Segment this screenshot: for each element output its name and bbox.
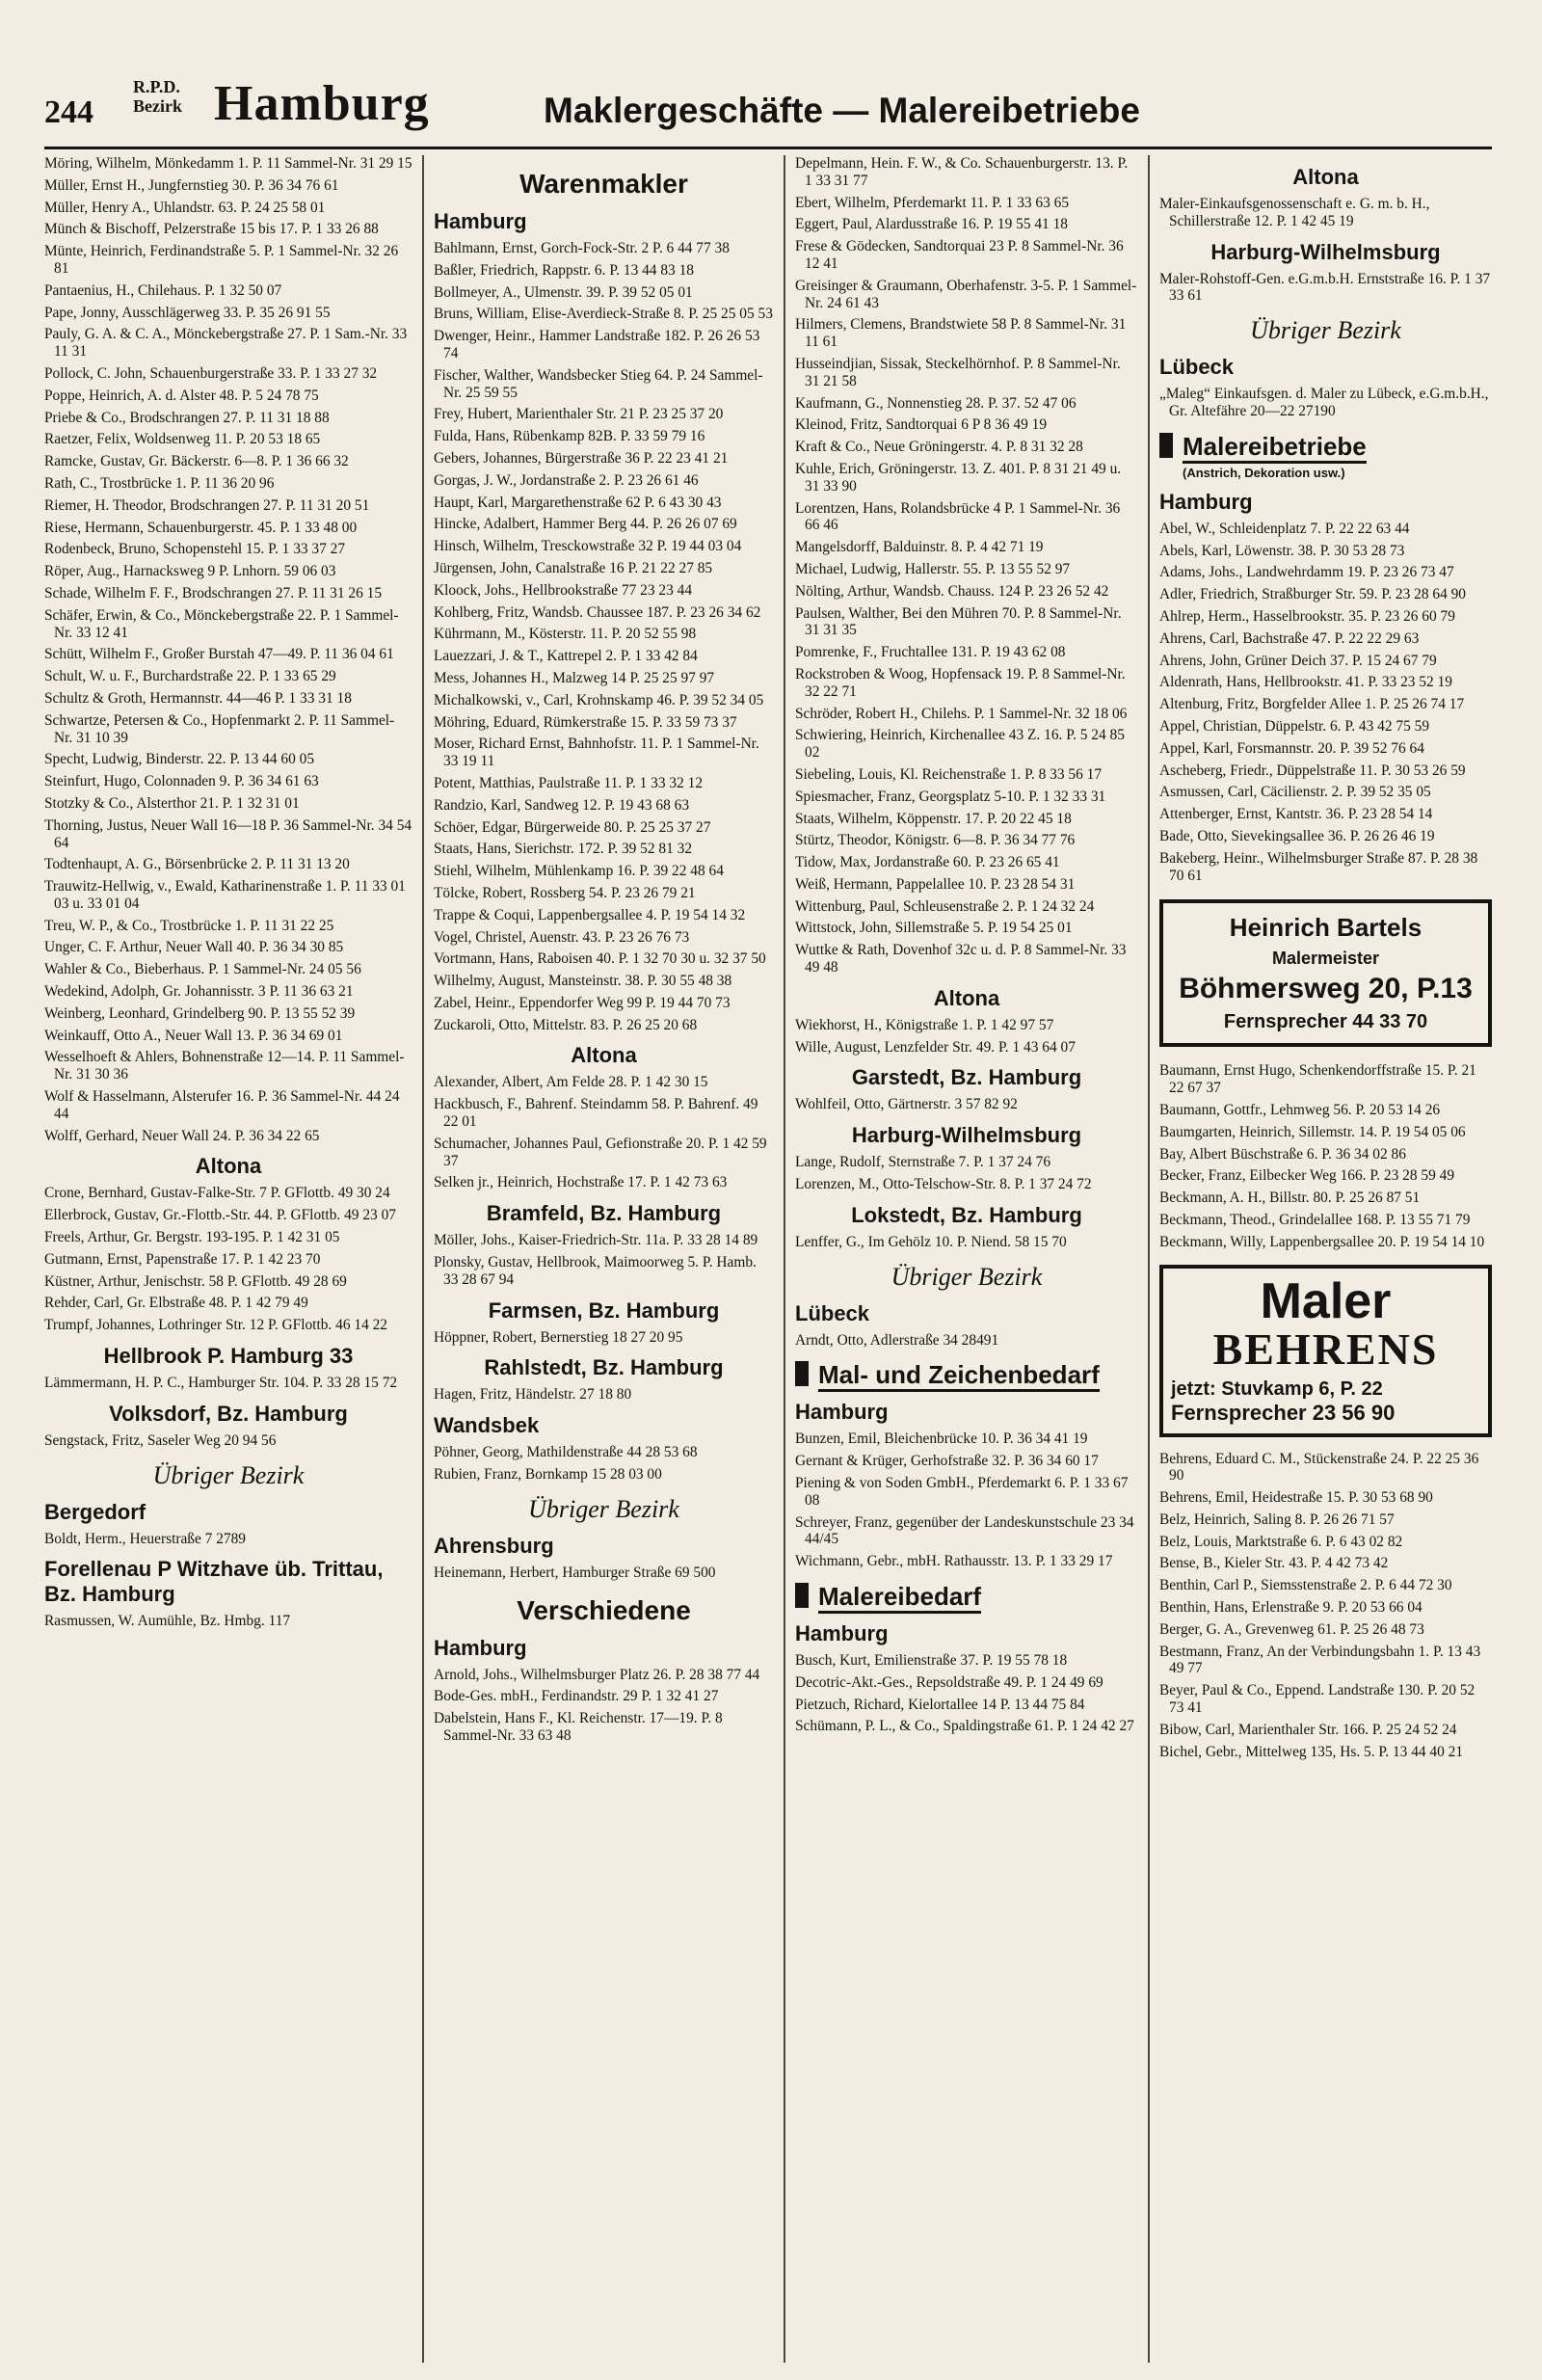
directory-entry: Appel, Karl, Forsmannstr. 20. P. 39 52 76 64 [1159, 739, 1424, 757]
directory-entry: Schröder, Robert H., Chilehs. P. 1 Sammel-Nr. 32 18 06 [795, 705, 1128, 722]
directory-entry: Moser, Richard Ernst, Bahnhofstr. 11. P. 1 Sammel-Nr. 33 19 11 [434, 735, 759, 770]
directory-entry: Potent, Matthias, Paulstraße 11. P. 1 33 32 12 [434, 774, 704, 791]
directory-entry: Tölcke, Robert, Rossberg 54. P. 23 26 79 21 [434, 884, 696, 901]
directory-entry: Kaufmann, G., Nonnenstieg 28. P. 37. 52 47 06 [795, 394, 1077, 412]
directory-entry: Riese, Hermann, Schauenburgerstr. 45. P. 1 33 48 00 [44, 519, 358, 536]
directory-entry: Freels, Arthur, Gr. Bergstr. 193-195. P. 1 42 31 05 [44, 1229, 340, 1246]
directory-entry: Appel, Christian, Düppelstr. 6. P. 43 42 75 59 [1159, 717, 1430, 735]
entry-list [434, 1386, 774, 1404]
directory-entry: Rodenbeck, Bruno, Schopenstehl 15. P. 1 33 37 27 [44, 541, 346, 558]
directory-entry: Bunzen, Emil, Bleichenbrücke 10. P. 36 34 41 19 [795, 1431, 1088, 1448]
entry-list [434, 1074, 774, 1191]
directory-entry: Ahrens, John, Grüner Deich 37. P. 15 24 67 79 [1159, 652, 1437, 669]
directory-entry: Beckmann, A. H., Billstr. 80. P. 25 26 87 51 [1159, 1190, 1421, 1207]
directory-entry: Kleinod, Fritz, Sandtorquai 6 P 8 36 49 19 [795, 416, 1048, 434]
directory-entry: Benthin, Hans, Erlenstraße 9. P. 20 53 66 04 [1159, 1599, 1422, 1617]
entry-list [434, 1667, 774, 1745]
entry-list [795, 1234, 1138, 1251]
heading-malereibetriebe: Malereibetriebe [1159, 432, 1492, 462]
directory-entry: Asmussen, Carl, Cäcilienstr. 2. P. 39 52 35 05 [1159, 784, 1431, 801]
directory-entry: Jürgensen, John, Canalstraße 16 P. 21 22 27 85 [434, 559, 713, 576]
heading-verschiedene: Verschiedene [517, 1594, 691, 1625]
directory-entry: Beckmann, Theod., Grindelallee 168. P. 13 55 71 79 [1159, 1211, 1471, 1228]
directory-entry: Weiß, Hermann, Pappelallee 10. P. 23 28 54 31 [795, 875, 1076, 893]
directory-entry: Münch & Bischoff, Pelzerstraße 15 bis 17. P. 1 33 26 88 [44, 221, 379, 238]
directory-entry: Möring, Wilhelm, Mönkedamm 1. P. 11 Sammel-Nr. 31 29 15 [44, 155, 412, 172]
entry-list [44, 155, 412, 1144]
directory-entry: Kraft & Co., Neue Gröningerstr. 4. P. 8 31 32 28 [795, 439, 1083, 456]
directory-entry: Plonsky, Gustav, Hellbrook, Maimoorweg 5. P. Hamb. 33 28 67 94 [434, 1254, 757, 1288]
entry-list [44, 1185, 412, 1334]
heading-rahlstedt: Rahlstedt, Bz. Hamburg [484, 1355, 724, 1380]
heading-harburg: Harburg-Wilhelmsburg [1210, 239, 1441, 264]
district-label: R.P.D. Bezirk [133, 77, 182, 116]
directory-entry: Altenburg, Fritz, Borgfelder Allee 1. P. 25 26 74 17 [1159, 696, 1465, 713]
directory-entry: Pantaenius, H., Chilehaus. P. 1 32 50 07 [44, 281, 282, 299]
directory-entry: Nölting, Arthur, Wandsb. Chauss. 124 P. 23 26 52 42 [795, 582, 1109, 600]
entry-list [1159, 1062, 1492, 1250]
directory-entry: Röper, Aug., Harnacksweg 9 P. Lnhorn. 59 06 03 [44, 563, 336, 580]
heading-wandsbek: Wandsbek [434, 1413, 540, 1438]
entry-list [44, 1375, 412, 1392]
directory-entry: Baumann, Ernst Hugo, Schenkendorffstraße 15. P. 21 22 67 37 [1159, 1062, 1476, 1097]
heading-uebriger-bezirk: Übriger Bezirk [528, 1494, 679, 1523]
directory-entry: Bense, B., Kieler Str. 43. P. 4 42 73 42 [1159, 1555, 1389, 1572]
directory-entry: Ahrens, Carl, Bachstraße 47. P. 22 22 29 63 [1159, 629, 1420, 647]
directory-entry: Trauwitz-Hellwig, v., Ewald, Katharinenstraße 1. P. 11 33 01 03 u. 33 01 04 [44, 878, 406, 912]
directory-entry: Fischer, Walther, Wandsbecker Stieg 64. P. 24 Sammel-Nr. 25 59 55 [434, 366, 763, 401]
heading-uebriger-bezirk: Übriger Bezirk [152, 1460, 305, 1489]
directory-entry: Lauezzari, J. & T., Kattrepel 2. P. 1 33 42 84 [434, 648, 698, 665]
directory-entry: Baßler, Friedrich, Rappstr. 6. P. 13 44 83 18 [434, 261, 694, 279]
entry-list [1159, 1451, 1492, 1761]
directory-entry: Aldenrath, Hans, Hellbrookstr. 41. P. 33 23 52 19 [1159, 674, 1452, 691]
entry-list [44, 1432, 412, 1450]
directory-entry: Stotzky & Co., Alsterthor 21. P. 1 32 31 01 [44, 794, 300, 812]
heading-uebriger-bezirk: Übriger Bezirk [1250, 316, 1401, 345]
directory-entry: Rasmussen, W. Aumühle, Bz. Hmbg. 117 [44, 1613, 291, 1630]
directory-entry: Pauly, G. A. & C. A., Mönckebergstraße 27. P. 1 Sam.-Nr. 33 11 31 [44, 326, 408, 361]
directory-entry: Münte, Heinrich, Ferdinandstraße 5. P. 1 Sammel-Nr. 32 26 81 [44, 243, 399, 277]
directory-entry: Schreyer, Franz, gegenüber der Landeskunstschule 23 34 44/45 [795, 1513, 1134, 1548]
heading-altona: Altona [571, 1043, 637, 1068]
entry-list [795, 1652, 1138, 1735]
directory-entry: Mess, Johannes H., Malzweg 14 P. 25 25 97 97 [434, 669, 715, 686]
column-2 [424, 155, 785, 2363]
directory-entry: Wuttke & Rath, Dovenhof 32c u. d. P. 8 Sammel-Nr. 33 49 48 [795, 942, 1127, 976]
directory-entry: Schult, W. u. F., Burchardstraße 22. P. 1 33 65 29 [44, 668, 336, 685]
directory-entry: Wiekhorst, H., Königstraße 1. P. 1 42 97 57 [795, 1016, 1054, 1033]
directory-entry: Bollmeyer, A., Ulmenstr. 39. P. 39 52 05 01 [434, 283, 693, 301]
directory-entry: Raetzer, Felix, Woldsenweg 11. P. 20 53 18 65 [44, 431, 321, 448]
heading-hellbrook: Hellbrook P. Hamburg 33 [103, 1344, 354, 1369]
directory-entry: Schütt, Wilhelm F., Großer Burstah 47—49. P. 11 36 04 61 [44, 646, 394, 663]
directory-entry: Spiesmacher, Franz, Georgsplatz 5-10. P. 1 32 33 31 [795, 788, 1106, 805]
directory-entry: Lämmermann, H. P. C., Hamburger Str. 104. P. 33 28 15 72 [44, 1375, 398, 1392]
directory-entry: Lange, Rudolf, Sternstraße 7. P. 1 37 24 76 [795, 1154, 1051, 1171]
ad-subtitle: Malermeister [1271, 949, 1380, 969]
ad-address: Böhmersweg 20, P.13 [1179, 973, 1473, 1005]
heading-hamburg: Hamburg [795, 1400, 889, 1425]
directory-entry: Mangelsdorff, Balduinstr. 8. P. 4 42 71 19 [795, 539, 1044, 556]
directory-entry: Wedekind, Adolph, Gr. Johannisstr. 3 P. 11 36 63 21 [44, 983, 354, 1001]
directory-entry: Kührmann, M., Kösterstr. 11. P. 20 52 55 98 [434, 626, 697, 643]
directory-entry: Bruns, William, Elise-Averdieck-Straße 8. P. 25 25 05 53 [434, 306, 773, 323]
directory-entry: Müller, Ernst H., Jungfernstieg 30. P. 36 34 76 61 [44, 176, 339, 194]
directory-entry: Zuckaroli, Otto, Mittelstr. 83. P. 26 25 20 68 [434, 1016, 698, 1033]
heading-ahrensburg: Ahrensburg [434, 1533, 554, 1558]
heading-luebeck: Lübeck [1159, 355, 1235, 380]
directory-entry: Ahlrep, Herm., Hasselbrookstr. 35. P. 23 26 60 79 [1159, 607, 1455, 625]
columns [44, 155, 1492, 2363]
directory-entry: Treu, W. P., & Co., Trostbrücke 1. P. 11 31 22 25 [44, 917, 334, 934]
ad-name: Heinrich Bartels [1229, 913, 1422, 943]
heading-luebeck: Lübeck [795, 1300, 870, 1325]
ad-phone: Fernsprecher 44 33 70 [1223, 1011, 1428, 1033]
directory-entry: Bakeberg, Heinr., Wilhelmsburger Straße 87. P. 28 38 70 61 [1159, 849, 1478, 884]
directory-entry: Wolff, Gerhard, Neuer Wall 24. P. 36 34 22 65 [44, 1127, 320, 1144]
entry-list [1159, 196, 1492, 230]
directory-entry: Crone, Bernhard, Gustav-Falke-Str. 7 P. GFlottb. 49 30 24 [44, 1185, 390, 1202]
directory-entry: Piening & von Soden GmbH., Pferdemarkt 6. P. 1 33 67 08 [795, 1475, 1129, 1509]
directory-entry: Staats, Wilhelm, Köppenstr. 17. P. 20 22 45 18 [795, 810, 1072, 827]
directory-entry: Boldt, Herm., Heuerstraße 7 2789 [44, 1530, 247, 1547]
directory-entry: Pollock, C. John, Schauenburgerstraße 33. P. 1 33 27 32 [44, 364, 378, 382]
directory-entry: Belz, Heinrich, Saling 8. P. 26 26 71 57 [1159, 1511, 1395, 1528]
directory-entry: Trumpf, Johannes, Lothringer Str. 12 P. GFlottb. 46 14 22 [44, 1317, 387, 1334]
heading-bergedorf: Bergedorf [44, 1499, 146, 1524]
section-marker [795, 1583, 809, 1608]
directory-entry: Beckmann, Willy, Lappenbergsallee 20. P. 19 54 14 10 [1159, 1233, 1485, 1250]
section-marker [795, 1361, 809, 1386]
heading-hamburg: Hamburg [434, 209, 527, 233]
directory-entry: Bay, Albert Büschstraße 6. P. 36 34 02 86 [1159, 1145, 1406, 1163]
directory-entry: Lorenzen, M., Otto-Telschow-Str. 8. P. 1 37 24 72 [795, 1176, 1092, 1193]
directory-entry: Belz, Louis, Marktstraße 6. P. 6 43 02 82 [1159, 1533, 1403, 1550]
entry-list [434, 1444, 774, 1484]
entry-list [795, 1332, 1138, 1350]
directory-entry: Gutmann, Ernst, Papenstraße 17. P. 1 42 23 70 [44, 1250, 321, 1268]
directory-entry: Ebert, Wilhelm, Pferdemarkt 11. P. 1 33 63 65 [795, 194, 1070, 211]
directory-entry: Priebe & Co., Brodschrangen 27. P. 11 31 18 88 [44, 409, 330, 426]
directory-entry: Wesselhoeft & Ahlers, Bohnenstraße 12—14. P. 11 Sammel-Nr. 31 30 36 [44, 1049, 405, 1083]
heading-hamburg-2: Hamburg [434, 1635, 527, 1660]
heading-hamburg-2: Hamburg [795, 1621, 889, 1646]
directory-entry: Bahlmann, Ernst, Gorch-Fock-Str. 2 P. 6 44 77 38 [434, 240, 730, 256]
directory-entry: Sengstack, Fritz, Saseler Weg 20 94 56 [44, 1431, 277, 1449]
heading-hamburg: Hamburg [1159, 489, 1253, 514]
directory-entry: Zabel, Heinr., Eppendorfer Weg 99 P. 19 44 70 73 [434, 994, 731, 1011]
page-number: 244 [44, 94, 93, 130]
directory-entry: „Maleg“ Einkaufsgen. d. Maler zu Lübeck, e.G.m.b.H., Gr. Altefähre 20—22 27190 [1159, 386, 1489, 419]
directory-entry: Abel, W., Schleidenplatz 7. P. 22 22 63 44 [1159, 520, 1410, 537]
directory-entry: Rath, C., Trostbrücke 1. P. 11 36 20 96 [44, 474, 275, 492]
directory-entry: Ascheberg, Friedr., Düppelstraße 11. P. 30 53 26 59 [1159, 762, 1466, 779]
heading-subtitle: (Anstrich, Dekoration usw.) [1183, 465, 1345, 480]
directory-entry: Möhring, Eduard, Rümkerstraße 15. P. 33 59 73 37 [434, 713, 737, 731]
entry-list [434, 1564, 774, 1582]
section-marker [1159, 433, 1173, 458]
entry-list [1159, 386, 1492, 420]
directory-entry: Decotric-Akt.-Ges., Repsoldstraße 49. P. 1 24 49 69 [795, 1673, 1103, 1691]
directory-entry: Arndt, Otto, Adlerstraße 34 28491 [795, 1331, 999, 1349]
heading-farmsen: Farmsen, Bz. Hamburg [488, 1297, 720, 1323]
directory-entry: Adler, Friedrich, Straßburger Str. 59. P. 23 28 64 90 [1159, 586, 1467, 603]
directory-entry: Berger, G. A., Grevenweg 61. P. 25 26 48 73 [1159, 1620, 1424, 1638]
heading-forellenau: Forellenau P Witzhave üb. Trittau, Bz. Hamburg [44, 1557, 384, 1607]
directory-entry: Weinberg, Leonhard, Grindelberg 90. P. 13 55 52 39 [44, 1004, 356, 1022]
directory-entry: Wilhelmy, August, Mansteinstr. 38. P. 30 55 48 38 [434, 973, 732, 990]
heading-warenmakler: Warenmakler [519, 169, 688, 199]
directory-entry: Poppe, Heinrich, A. d. Alster 48. P. 5 24 78 75 [44, 387, 319, 404]
directory-entry: Lenffer, G., Im Gehölz 10. P. Niend. 58 15 70 [795, 1233, 1067, 1250]
directory-entry: Bode-Ges. mbH., Ferdinandstr. 29 P. 1 32 41 27 [434, 1688, 719, 1705]
heading-bramfeld: Bramfeld, Bz. Hamburg [486, 1201, 722, 1226]
directory-entry: Todtenhaupt, A. G., Börsenbrücke 2. P. 11 31 13 20 [44, 856, 350, 873]
heading-volksdorf: Volksdorf, Bz. Hamburg [109, 1401, 348, 1426]
directory-entry: Möller, Johs., Kaiser-Friedrich-Str. 11a. P. 33 28 14 89 [434, 1232, 758, 1249]
directory-entry: Paulsen, Walther, Bei den Mühren 70. P. 8 Sammel-Nr. 31 31 35 [795, 604, 1122, 639]
advertisement-bartels [1159, 899, 1492, 1047]
directory-entry: Schultz & Groth, Hermannstr. 44—46 P. 1 33 31 18 [44, 689, 352, 707]
directory-entry: Tidow, Max, Jordanstraße 60. P. 23 26 65 41 [795, 854, 1060, 871]
heading-altona: Altona [1292, 165, 1359, 189]
city-title: Hamburg [214, 76, 430, 131]
directory-entry: Siebeling, Louis, Kl. Reichenstraße 1. P. 8 33 56 17 [795, 765, 1103, 783]
directory-entry: Bestmann, Franz, An der Verbindungsbahn 1. P. 13 43 49 77 [1159, 1643, 1481, 1677]
directory-entry: Vortmann, Hans, Raboisen 40. P. 1 32 70 30 u. 32 37 50 [434, 950, 766, 968]
directory-entry: Wahler & Co., Bieberhaus. P. 1 Sammel-Nr. 24 05 56 [44, 961, 361, 978]
entry-list [795, 1096, 1138, 1113]
directory-entry: Steinfurt, Hugo, Colonnaden 9. P. 36 34 61 63 [44, 773, 319, 790]
directory-entry: Wittstock, John, Sillemstraße 5. P. 19 54 25 01 [795, 920, 1073, 937]
directory-entry: Stürtz, Theodor, Königstr. 6—8. P. 36 34 77 76 [795, 832, 1076, 849]
directory-entry: Greisinger & Graumann, Oberhafenstr. 3-5. P. 1 Sammel-Nr. 24 61 43 [795, 277, 1137, 311]
heading-garstedt: Garstedt, Bz. Hamburg [851, 1065, 1082, 1090]
directory-entry: Riemer, H. Theodor, Brodschrangen 27. P. 11 31 20 51 [44, 496, 370, 514]
directory-entry: Schade, Wilhelm F. F., Brodschrangen 27. P. 11 31 26 15 [44, 584, 383, 602]
directory-entry: Müller, Henry A., Uhlandstr. 63. P. 24 25 58 01 [44, 199, 326, 216]
directory-entry: Hincke, Adalbert, Hammer Berg 44. P. 26 26 07 69 [434, 516, 737, 533]
directory-entry: Michael, Ludwig, Hallerstr. 55. P. 13 55 52 97 [795, 560, 1071, 577]
ad-title: Maler [1260, 1272, 1392, 1329]
directory-entry: Abels, Karl, Löwenstr. 38. P. 30 53 28 73 [1159, 542, 1405, 559]
directory-entry: Schöer, Edgar, Bürgerweide 80. P. 25 25 37 27 [434, 818, 711, 836]
entry-list [434, 1232, 774, 1288]
entry-list [434, 240, 774, 1033]
directory-entry: Rubien, Franz, Bornkamp 15 28 03 00 [434, 1466, 662, 1484]
directory-entry: Ramcke, Gustav, Gr. Bäckerstr. 6—8. P. 1 36 66 32 [44, 453, 349, 470]
ad-address: jetzt: Stuvkamp 6, P. 22 [1171, 1377, 1383, 1400]
directory-entry: Wichmann, Gebr., mbH. Rathausstr. 13. P. 1 33 29 17 [795, 1553, 1113, 1570]
directory-entry: Vogel, Christel, Auenstr. 43. P. 23 26 76 73 [434, 928, 690, 946]
entry-list [44, 1613, 412, 1630]
directory-entry: Wohlfeil, Otto, Gärtnerstr. 3 57 82 92 [795, 1096, 1018, 1113]
directory-entry: Maler-Einkaufsgenossenschaft e. G. m. b. H., Schillerstraße 12. P. 1 42 45 19 [1159, 196, 1430, 229]
directory-entry: Bichel, Gebr., Mittelweg 135, Hs. 5. P. 13 44 40 21 [1159, 1743, 1464, 1760]
directory-entry: Küstner, Arthur, Jenischstr. 58 P. GFlottb. 49 28 69 [44, 1272, 347, 1290]
directory-entry: Schümann, P. L., & Co., Spaldingstraße 61. P. 1 24 42 27 [795, 1718, 1134, 1735]
heading-uebriger-bezirk: Übriger Bezirk [891, 1262, 1043, 1291]
directory-entry: Unger, C. F. Arthur, Neuer Wall 40. P. 36 34 30 85 [44, 939, 344, 956]
directory-entry: Busch, Kurt, Emilienstraße 37. P. 19 55 78 18 [795, 1652, 1068, 1670]
directory-entry: Frey, Hubert, Marienthaler Str. 21 P. 23 25 37 20 [434, 406, 724, 423]
directory-entry: Kloock, Johs., Hellbrookstraße 77 23 23 44 [434, 581, 693, 599]
directory-entry: Maler-Rohstoff-Gen. e.G.m.b.H. Ernststraße 16. P. 1 37 33 61 [1159, 270, 1491, 305]
directory-entry: Wittenburg, Paul, Schleusenstraße 2. P. 1 24 32 24 [795, 897, 1095, 915]
directory-entry: Pomrenke, F., Fruchtallee 131. P. 19 43 62 08 [795, 644, 1066, 661]
directory-entry: Bibow, Carl, Marienthaler Str. 166. P. 25 24 52 24 [1159, 1721, 1457, 1738]
directory-entry: Hagen, Fritz, Händelstr. 27 18 80 [434, 1386, 632, 1404]
heading-mal-und-zeichenbedarf: Mal- und Zeichenbedarf [795, 1360, 1138, 1390]
directory-entry: Pape, Jonny, Ausschlägerweg 33. P. 35 26 91 55 [44, 304, 331, 321]
directory-entry: Höppner, Robert, Bernerstieg 18 27 20 95 [434, 1328, 683, 1346]
column-1 [44, 155, 424, 2363]
directory-entry: Dwenger, Heinr., Hammer Landstraße 182. P. 26 26 53 74 [434, 328, 760, 361]
directory-entry: Benthin, Carl P., Siemsstenstraße 2. P. 6 44 72 30 [1159, 1577, 1452, 1594]
directory-entry: Ellerbrock, Gustav, Gr.-Flottb.-Str. 44. P. GFlottb. 49 23 07 [44, 1207, 396, 1224]
directory-entry: Lorentzen, Hans, Rolandsbrücke 4 P. 1 Sammel-Nr. 36 66 46 [795, 499, 1121, 534]
ad-brand: BEHRENS [1212, 1324, 1439, 1374]
directory-entry: Wille, August, Lenzfelder Str. 49. P. 1 43 64 07 [795, 1038, 1076, 1056]
directory-entry: Alexander, Albert, Am Felde 28. P. 1 42 30 15 [434, 1074, 708, 1091]
directory-entry: Schäfer, Erwin, & Co., Mönckebergstraße 22. P. 1 Sammel-Nr. 33 12 41 [44, 606, 399, 641]
entry-list [44, 1531, 412, 1548]
directory-entry: Pöhner, Georg, Mathildenstraße 44 28 53 68 [434, 1444, 698, 1461]
directory-entry: Behrens, Eduard C. M., Stückenstraße 24. P. 22 25 36 90 [1159, 1450, 1479, 1484]
directory-entry: Pietzuch, Richard, Kielortallee 14 P. 13 44 75 84 [795, 1696, 1085, 1713]
directory-entry: Haupt, Karl, Margarethenstraße 62 P. 6 43 30 43 [434, 494, 722, 511]
advertisement-behrens [1159, 1265, 1492, 1437]
directory-entry: Eggert, Paul, Alardusstraße 16. P. 19 55 41 18 [795, 216, 1068, 233]
directory-entry: Stiehl, Wilhelm, Mühlenkamp 16. P. 39 22 48 64 [434, 863, 724, 880]
directory-entry: Dabelstein, Hans F., Kl. Reichenstr. 17—19. P. 8 Sammel-Nr. 33 63 48 [434, 1710, 723, 1745]
directory-entry: Staats, Hans, Sierichstr. 172. P. 39 52 81 32 [434, 841, 693, 858]
directory-entry: Behrens, Emil, Heidestraße 15. P. 30 53 68 90 [1159, 1489, 1433, 1507]
entry-list [795, 1017, 1138, 1056]
directory-entry: Gebers, Johannes, Bürgerstraße 36 P. 22 23 41 21 [434, 449, 729, 467]
directory-entry: Adams, Johs., Landwehrdamm 19. P. 23 26 73 47 [1159, 564, 1454, 581]
directory-entry: Thorning, Justus, Neuer Wall 16—18 P. 36 Sammel-Nr. 34 54 64 [44, 816, 412, 851]
entry-list [795, 1431, 1138, 1570]
directory-entry: Depelmann, Hein. F. W., & Co. Schauenburgerstr. 13. P. 1 33 31 77 [795, 155, 1129, 189]
section-title: Maklergeschäfte — Malereibetriebe [544, 91, 1140, 130]
entry-list [1159, 521, 1492, 885]
directory-entry: Schumacher, Johannes Paul, Gefionstraße 20. P. 1 42 59 37 [434, 1135, 767, 1169]
directory-entry: Hackbusch, F., Bahrenf. Steindamm 58. P. Bahrenf. 49 22 01 [434, 1096, 758, 1131]
directory-entry: Gernant & Krüger, Gerhofstraße 32. P. 36 34 60 17 [795, 1453, 1099, 1470]
column-3 [785, 155, 1150, 2363]
entry-list [1159, 271, 1492, 306]
directory-entry: Attenberger, Ernst, Kantstr. 36. P. 23 28 54 14 [1159, 806, 1433, 823]
directory-entry: Husseindjian, Sissak, Steckelhörnhof. P. 8 Sammel-Nr. 31 21 58 [795, 355, 1121, 389]
directory-entry: Baumgarten, Heinrich, Sillemstr. 14. P. 19 54 05 06 [1159, 1123, 1466, 1140]
directory-entry: Baumann, Gottfr., Lehmweg 56. P. 20 53 14 26 [1159, 1101, 1441, 1118]
directory-entry: Gorgas, J. W., Jordanstraße 2. P. 23 26 61 46 [434, 471, 699, 489]
ad-phone: Fernsprecher 23 56 90 [1171, 1400, 1396, 1425]
directory-entry: Heinemann, Herbert, Hamburger Straße 69 500 [434, 1564, 716, 1581]
directory-entry: Frese & Gödecken, Sandtorquai 23 P. 8 Sammel-Nr. 36 12 41 [795, 238, 1124, 272]
entry-list [795, 155, 1138, 976]
directory-entry: Trappe & Coqui, Lappenbergsallee 4. P. 19 54 14 32 [434, 906, 746, 923]
directory-entry: Weinkauff, Otto A., Neuer Wall 13. P. 36 34 69 01 [44, 1027, 343, 1044]
directory-entry: Michalkowski, v., Carl, Krohnskamp 46. P. 39 52 34 05 [434, 691, 764, 709]
page-header [44, 67, 1492, 149]
directory-entry: Schwartze, Petersen & Co., Hopfenmarkt 2. P. 11 Sammel-Nr. 31 10 39 [44, 711, 395, 746]
directory-entry: Bade, Otto, Sievekingsallee 36. P. 26 26 46 19 [1159, 827, 1435, 844]
heading-altona: Altona [933, 985, 1000, 1010]
directory-entry: Kohlberg, Fritz, Wandsb. Chaussee 187. P. 23 26 34 62 [434, 603, 761, 621]
directory-entry: Selken jr., Heinrich, Hochstraße 17. P. 1 42 73 63 [434, 1174, 728, 1191]
directory-entry: Arnold, Johs., Wilhelmsburger Platz 26. P. 28 38 77 44 [434, 1666, 760, 1683]
directory-entry: Fulda, Hans, Rübenkamp 82B. P. 33 59 79 16 [434, 428, 705, 445]
heading-lokstedt: Lokstedt, Bz. Hamburg [851, 1202, 1082, 1227]
heading-altona: Altona [195, 1154, 262, 1179]
directory-entry: Wolf & Hasselmann, Alsterufer 16. P. 36 Sammel-Nr. 44 24 44 [44, 1088, 400, 1122]
directory-entry: Beyer, Paul & Co., Eppend. Landstraße 130. P. 20 52 73 41 [1159, 1682, 1476, 1717]
directory-entry: Specht, Ludwig, Binderstr. 22. P. 13 44 60 05 [44, 751, 315, 768]
directory-entry: Becker, Franz, Eilbecker Weg 166. P. 23 28 59 49 [1159, 1167, 1455, 1185]
directory-entry: Rehder, Carl, Gr. Elbstraße 48. P. 1 42 79 49 [44, 1295, 308, 1312]
column-4 [1150, 155, 1492, 2363]
entry-list [795, 1154, 1138, 1193]
directory-entry: Hilmers, Clemens, Brandstwiete 58 P. 8 Sammel-Nr. 31 11 61 [795, 316, 1127, 351]
entry-list [434, 1329, 774, 1347]
directory-entry: Hinsch, Wilhelm, Tresckowstraße 32 P. 19 44 03 04 [434, 538, 742, 555]
directory-entry: Schwiering, Heinrich, Kirchenallee 43 Z. 16. P. 5 24 85 02 [795, 727, 1125, 762]
directory-entry: Randzio, Karl, Sandweg 12. P. 19 43 68 63 [434, 796, 690, 814]
directory-entry: Kuhle, Erich, Gröningerstr. 13. Z. 401. P. 8 31 21 49 u. 31 33 90 [795, 460, 1122, 495]
directory-entry: Rockstroben & Woog, Hopfensack 19. P. 8 Sammel-Nr. 32 22 71 [795, 665, 1126, 700]
heading-malereibedarf: Malereibedarf [795, 1582, 1138, 1612]
heading-harburg: Harburg-Wilhelmsburg [851, 1123, 1082, 1148]
